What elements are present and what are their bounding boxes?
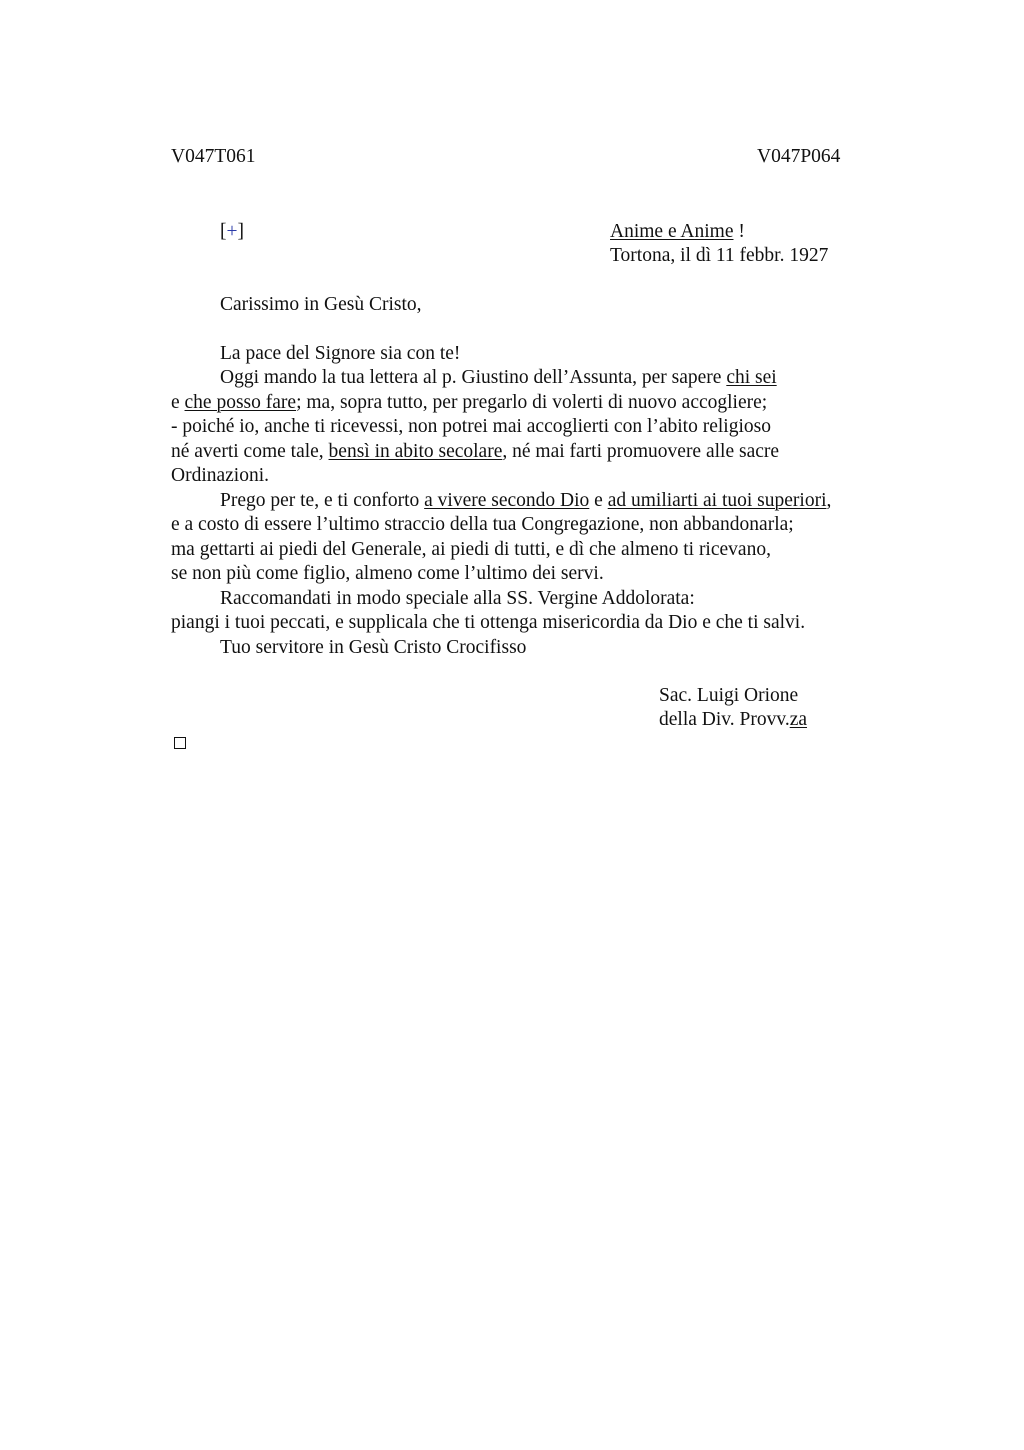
- bracket-open: [: [220, 221, 227, 242]
- document-code-right: V047P064: [757, 146, 841, 167]
- body-line: Ordinazioni.: [171, 465, 270, 486]
- body-line: [220, 489, 831, 514]
- signature-title: [659, 709, 807, 731]
- text-run: né averti come tale,: [171, 441, 329, 462]
- underlined-phrase: ad umiliarti ai tuoi superiori: [607, 490, 827, 511]
- underlined-phrase: chi sei: [726, 367, 777, 388]
- signature-name: Sac. Luigi Orione: [659, 685, 799, 706]
- motto: [610, 221, 745, 243]
- body-line: se non più come figlio, almeno come l’ultimo dei servi.: [171, 563, 604, 584]
- cross-icon: +: [226, 221, 238, 242]
- place-date: Tortona, il dì 11 febbr. 1927: [610, 245, 829, 266]
- motto-text: Anime e Anime: [610, 221, 734, 242]
- empty-square-icon: [174, 737, 186, 749]
- cross-marker: [220, 221, 244, 243]
- body-line: La pace del Signore sia con te!: [220, 343, 461, 364]
- text-run: e: [589, 490, 608, 511]
- text-run: Prego per te, e ti conforto: [220, 490, 425, 511]
- underlined-abbreviation: za: [789, 709, 808, 730]
- body-line: piangi i tuoi peccati, e supplicala che ti ottenga misericordia da Dio e che ti salvi.: [171, 612, 806, 633]
- body-line: Tuo servitore in Gesù Cristo Crocifisso: [220, 637, 527, 658]
- body-line: [171, 440, 779, 465]
- motto-suffix: !: [733, 221, 745, 242]
- text-run: ; ma, sopra tutto, per pregarlo di volerti di nuovo accogliere;: [296, 392, 768, 413]
- text-run: ,: [826, 490, 832, 511]
- text-run: , né mai farti promuovere alle sacre: [502, 441, 780, 462]
- body-line: Raccomandati in modo speciale alla SS. Vergine Addolorata:: [220, 588, 695, 609]
- bracket-close: ]: [237, 221, 244, 242]
- body-line: - poiché io, anche ti ricevessi, non potrei mai accoglierti con l’abito religioso: [171, 416, 771, 437]
- text-run: della Div. Provv.: [659, 709, 790, 730]
- text-run: e: [171, 392, 185, 413]
- body-line: ma gettarti ai piedi del Generale, ai piedi di tutti, e dì che almeno ti ricevano,: [171, 539, 771, 560]
- underlined-phrase: a vivere secondo Dio: [424, 490, 590, 511]
- body-line: [220, 366, 777, 391]
- salutation: Carissimo in Gesù Cristo,: [220, 294, 422, 315]
- body-line: e a costo di essere l’ultimo straccio della tua Congregazione, non abbandonarla;: [171, 514, 794, 535]
- underlined-phrase: bensì in abito secolare: [328, 441, 503, 462]
- body-line: [171, 391, 767, 416]
- underlined-phrase: che posso fare: [184, 392, 297, 413]
- text-run: Oggi mando la tua lettera al p. Giustino dell’Assunta, per sapere: [220, 367, 727, 388]
- document-code-left: V047T061: [171, 146, 256, 167]
